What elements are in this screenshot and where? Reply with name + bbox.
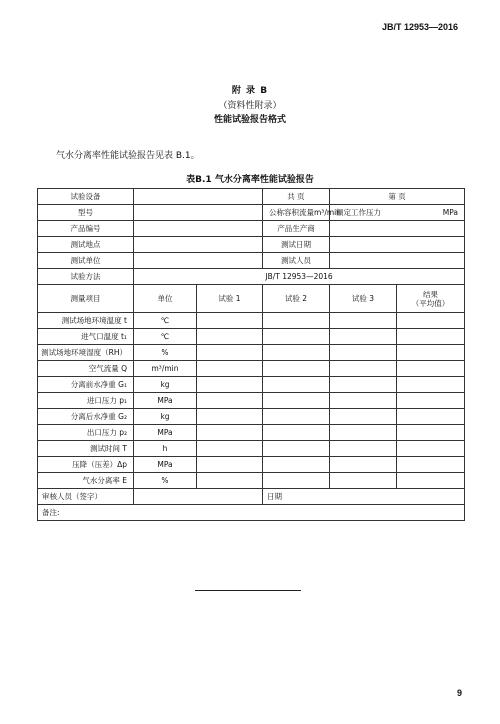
tester-label: 测试人员 bbox=[263, 253, 330, 269]
row-unit: MPa bbox=[134, 393, 197, 409]
reviewer-value bbox=[134, 489, 263, 505]
nominal-flow-label: 公称容积流量 bbox=[269, 208, 314, 217]
table-row bbox=[38, 393, 465, 409]
row-test1 bbox=[197, 345, 263, 361]
table-row bbox=[38, 313, 465, 329]
row-item: 出口压力 p₂ bbox=[38, 425, 134, 441]
product-no-label: 产品编号 bbox=[38, 221, 134, 237]
row-item: 测试时间 T bbox=[38, 441, 134, 457]
row-result bbox=[397, 457, 465, 473]
rated-pressure-label: 额定工作压力 bbox=[336, 208, 381, 217]
date-label: 日期 bbox=[263, 489, 465, 505]
column-header-row bbox=[38, 285, 465, 313]
row-test2 bbox=[263, 473, 330, 489]
row-result bbox=[397, 393, 465, 409]
row-test1 bbox=[197, 457, 263, 473]
method-value: JB/T 12953—2016 bbox=[134, 269, 465, 285]
row-test2 bbox=[263, 441, 330, 457]
row-unit: ℃ bbox=[134, 313, 197, 329]
intro-paragraph: 气水分离率性能试验报告见表 B.1。 bbox=[56, 151, 200, 161]
row-result bbox=[397, 441, 465, 457]
nominal-flow-unit: m³/min bbox=[314, 208, 341, 217]
table-row bbox=[38, 441, 465, 457]
row-result bbox=[397, 409, 465, 425]
row-test3 bbox=[330, 409, 397, 425]
model-row bbox=[38, 205, 465, 221]
appendix-subtitle: （资料性附录） bbox=[218, 101, 282, 111]
row-result bbox=[397, 377, 465, 393]
row-test3 bbox=[330, 473, 397, 489]
col-test2: 试验 2 bbox=[263, 285, 330, 313]
remarks-label: 备注: bbox=[38, 505, 465, 521]
row-test3 bbox=[330, 441, 397, 457]
test-date-label: 测试日期 bbox=[263, 237, 330, 253]
row-test3 bbox=[330, 377, 397, 393]
unit-row bbox=[38, 253, 465, 269]
row-result bbox=[397, 345, 465, 361]
row-test1 bbox=[197, 441, 263, 457]
row-item: 压降（压差）Δp bbox=[38, 457, 134, 473]
row-unit: % bbox=[134, 473, 197, 489]
report-table bbox=[37, 188, 465, 521]
table-row bbox=[38, 377, 465, 393]
product-no-row bbox=[38, 221, 465, 237]
total-pages: 共 页 bbox=[263, 189, 330, 205]
row-test3 bbox=[330, 345, 397, 361]
method-row bbox=[38, 269, 465, 285]
row-test1 bbox=[197, 377, 263, 393]
row-unit: MPa bbox=[134, 425, 197, 441]
page-no: 第 页 bbox=[330, 189, 465, 205]
end-divider bbox=[195, 590, 301, 591]
row-unit: MPa bbox=[134, 457, 197, 473]
row-test3 bbox=[330, 425, 397, 441]
row-item: 测试场地环境温度 t bbox=[38, 313, 134, 329]
table-row bbox=[38, 361, 465, 377]
col-result-line1: 结果 bbox=[423, 289, 438, 299]
test-date-value bbox=[330, 237, 465, 253]
standard-code: JB/T 12953—2016 bbox=[381, 22, 458, 32]
row-unit: % bbox=[134, 345, 197, 361]
location-label: 测试地点 bbox=[38, 237, 134, 253]
product-no-value bbox=[134, 221, 263, 237]
row-item: 分离后水净重 G₂ bbox=[38, 409, 134, 425]
row-item: 气水分离率 E bbox=[38, 473, 134, 489]
table-row bbox=[38, 329, 465, 345]
row-item: 分离前水净重 G₁ bbox=[38, 377, 134, 393]
table-row bbox=[38, 473, 465, 489]
row-test3 bbox=[330, 329, 397, 345]
rated-pressure-cell bbox=[330, 205, 465, 221]
table-row bbox=[38, 409, 465, 425]
row-test1 bbox=[197, 425, 263, 441]
row-test1 bbox=[197, 329, 263, 345]
row-unit: h bbox=[134, 441, 197, 457]
row-unit: kg bbox=[134, 377, 197, 393]
model-label: 型号 bbox=[38, 205, 134, 221]
row-result bbox=[397, 473, 465, 489]
col-result bbox=[397, 285, 465, 313]
col-test3: 试验 3 bbox=[330, 285, 397, 313]
row-test3 bbox=[330, 457, 397, 473]
equipment-row bbox=[38, 189, 465, 205]
col-result-line2: （平均值） bbox=[411, 298, 450, 308]
row-test1 bbox=[197, 393, 263, 409]
row-item: 进口压力 p₁ bbox=[38, 393, 134, 409]
appendix-title: 附 录 B bbox=[231, 86, 269, 96]
row-test2 bbox=[263, 425, 330, 441]
table-title: 表B.1 气水分离率性能试验报告 bbox=[186, 175, 314, 185]
row-test3 bbox=[330, 313, 397, 329]
row-test3 bbox=[330, 361, 397, 377]
manufacturer-label: 产品生产商 bbox=[263, 221, 330, 237]
equipment-label: 试验设备 bbox=[38, 189, 134, 205]
row-test2 bbox=[263, 409, 330, 425]
row-unit: kg bbox=[134, 409, 197, 425]
col-unit: 单位 bbox=[134, 285, 197, 313]
row-test1 bbox=[197, 361, 263, 377]
row-test1 bbox=[197, 313, 263, 329]
table-row bbox=[38, 345, 465, 361]
row-result bbox=[397, 361, 465, 377]
col-test1: 试验 1 bbox=[197, 285, 263, 313]
location-row bbox=[38, 237, 465, 253]
row-result bbox=[397, 313, 465, 329]
row-test2 bbox=[263, 457, 330, 473]
row-test2 bbox=[263, 393, 330, 409]
col-item: 测量项目 bbox=[38, 285, 134, 313]
equipment-value bbox=[134, 189, 263, 205]
row-test2 bbox=[263, 345, 330, 361]
row-item: 测试场地环境湿度（RH） bbox=[38, 345, 134, 361]
remarks-row bbox=[38, 505, 465, 521]
appendix-heading: 性能试验报告格式 bbox=[213, 115, 286, 125]
reviewer-label: 审核人员（签字） bbox=[38, 489, 134, 505]
row-result bbox=[397, 329, 465, 345]
rated-pressure-unit: MPa bbox=[442, 208, 459, 217]
row-test2 bbox=[263, 329, 330, 345]
nominal-flow-cell bbox=[263, 205, 341, 221]
page-number: 9 bbox=[456, 688, 462, 698]
row-result bbox=[397, 425, 465, 441]
reviewer-row bbox=[38, 489, 465, 505]
tester-value bbox=[330, 253, 465, 269]
test-unit-value bbox=[134, 253, 263, 269]
manufacturer-value bbox=[330, 221, 465, 237]
row-test1 bbox=[197, 409, 263, 425]
row-test2 bbox=[263, 361, 330, 377]
row-test3 bbox=[330, 393, 397, 409]
test-unit-label: 测试单位 bbox=[38, 253, 134, 269]
model-value bbox=[134, 205, 263, 221]
row-item: 进气口温度 t₁ bbox=[38, 329, 134, 345]
table-row bbox=[38, 457, 465, 473]
row-test2 bbox=[263, 377, 330, 393]
row-unit: ℃ bbox=[134, 329, 197, 345]
row-item: 空气流量 Q bbox=[38, 361, 134, 377]
row-test2 bbox=[263, 313, 330, 329]
method-label: 试验方法 bbox=[38, 269, 134, 285]
row-unit: m³/min bbox=[134, 361, 197, 377]
table-row bbox=[38, 425, 465, 441]
row-test1 bbox=[197, 473, 263, 489]
location-value bbox=[134, 237, 263, 253]
